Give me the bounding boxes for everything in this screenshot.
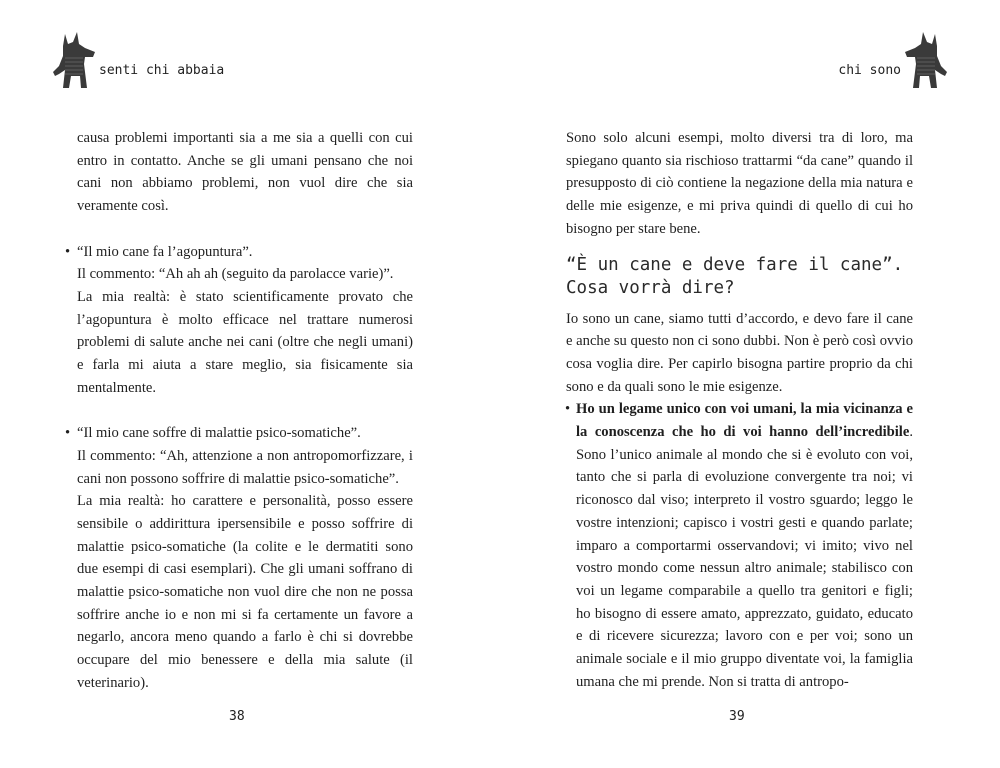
item-quote: “Il mio cane soffre di malattie psico-somatiche”. xyxy=(77,425,361,442)
paragraph: Io sono un cane, siamo tutti d’accordo, e devo fare il cane e anche su questo non ci sono dubbi. Non è però così ovvio cosa voglia dire. Per capirlo bisogna partire proprio da chi sono e da quali sono le mie esigenze. xyxy=(566,310,913,395)
item-text xyxy=(576,398,913,693)
page-body xyxy=(566,127,913,693)
bullet: • xyxy=(65,425,71,442)
scottie-dog-icon xyxy=(903,30,949,92)
paragraph: Sono solo alcuni esempi, molto diversi tra di loro, ma spiegano quanto sia rischioso trattarmi “da cane” quando il presupposto di ciò contiene la negazione della mia natura e delle mie esigenze, e mi priva quindi di quello di cui ho bisogno per stare bene. xyxy=(566,130,913,237)
page-number: 38 xyxy=(229,709,245,724)
paragraph: causa problemi importanti sia a me sia a quelli con cui entro in contatto. Anche se gli umani pensano che noi cani non abbiamo problemi, non vuol dire che sia veramente così. xyxy=(77,130,413,215)
list-item xyxy=(65,241,413,400)
list-item xyxy=(65,422,413,694)
item-rest-text: . Sono l’unico animale al mondo che si è evoluto con voi, tanto che si parla di evoluzione convergente tra noi; vi riconosco dal viso; interpreto il vostro sguardo; leggo le vostre intenzioni; capisco i vostri gesti e quando parlate; imparo a comportarmi osservandovi; vi imito; vivo nel vostro mondo come nessun altro animale; stabilisco con voi un legame comparabile a quello tra genitori e figli; ho bisogno di essere amato, apprezzato, guidato, educato e di ricevere sicurezza; lavoro con e per voi; sono un animale sociale e il mio gruppo diventate voi, la famiglia umana che mi prende. Non si tratta di antropo- xyxy=(576,424,913,690)
running-head: chi sono xyxy=(838,63,901,78)
item-reality: La mia realtà: ho carattere e personalità, posso essere sensibile o addirittura ipersensibile e posso soffrire di malattie psico-somatiche (la colite e le dermatiti sono due esempi di casi esemplari). Che gli umani soffrano di malattie psico-somatiche non vuol dire che non ne possa soffrire anche io e non mi si fa certamente un favore a negarlo, ancora meno quando a farlo è chi si dovrebbe occupare del mio benessere e della mia salute (il veterinario). xyxy=(77,493,413,691)
page-number: 39 xyxy=(729,709,745,724)
page-body xyxy=(65,127,413,695)
item-comment: Il commento: “Ah, attenzione a non antropomorfizzare, i cani non possono soffrire di malattie psico-somatiche”. xyxy=(77,447,413,487)
item-bold-text: Ho un legame unico con voi umani, la mia vicinanza e la conoscenza che ho di voi hanno dell’incredibile xyxy=(576,401,913,441)
scottie-dog-icon xyxy=(51,30,97,92)
item-reality: La mia realtà: è stato scientificamente provato che l’agopuntura è molto efficace nel trattare numerosi problemi di salute anche nei cani (oltre che negli umani) e farla mi aiuta a stare meglio, sia fisicamente sia mentalmente. xyxy=(77,288,413,396)
item-comment: Il commento: “Ah ah ah (seguito da parolacce varie)”. xyxy=(77,266,394,283)
bullet: • xyxy=(565,401,571,418)
bullet: • xyxy=(65,243,71,260)
list-item xyxy=(566,398,913,693)
right-page xyxy=(500,0,1000,768)
running-head: senti chi abbaia xyxy=(99,63,225,78)
section-heading: “È un cane e deve fare il cane”. Cosa vorrà dire? xyxy=(566,254,904,298)
item-quote: “Il mio cane fa l’agopuntura”. xyxy=(77,243,253,260)
